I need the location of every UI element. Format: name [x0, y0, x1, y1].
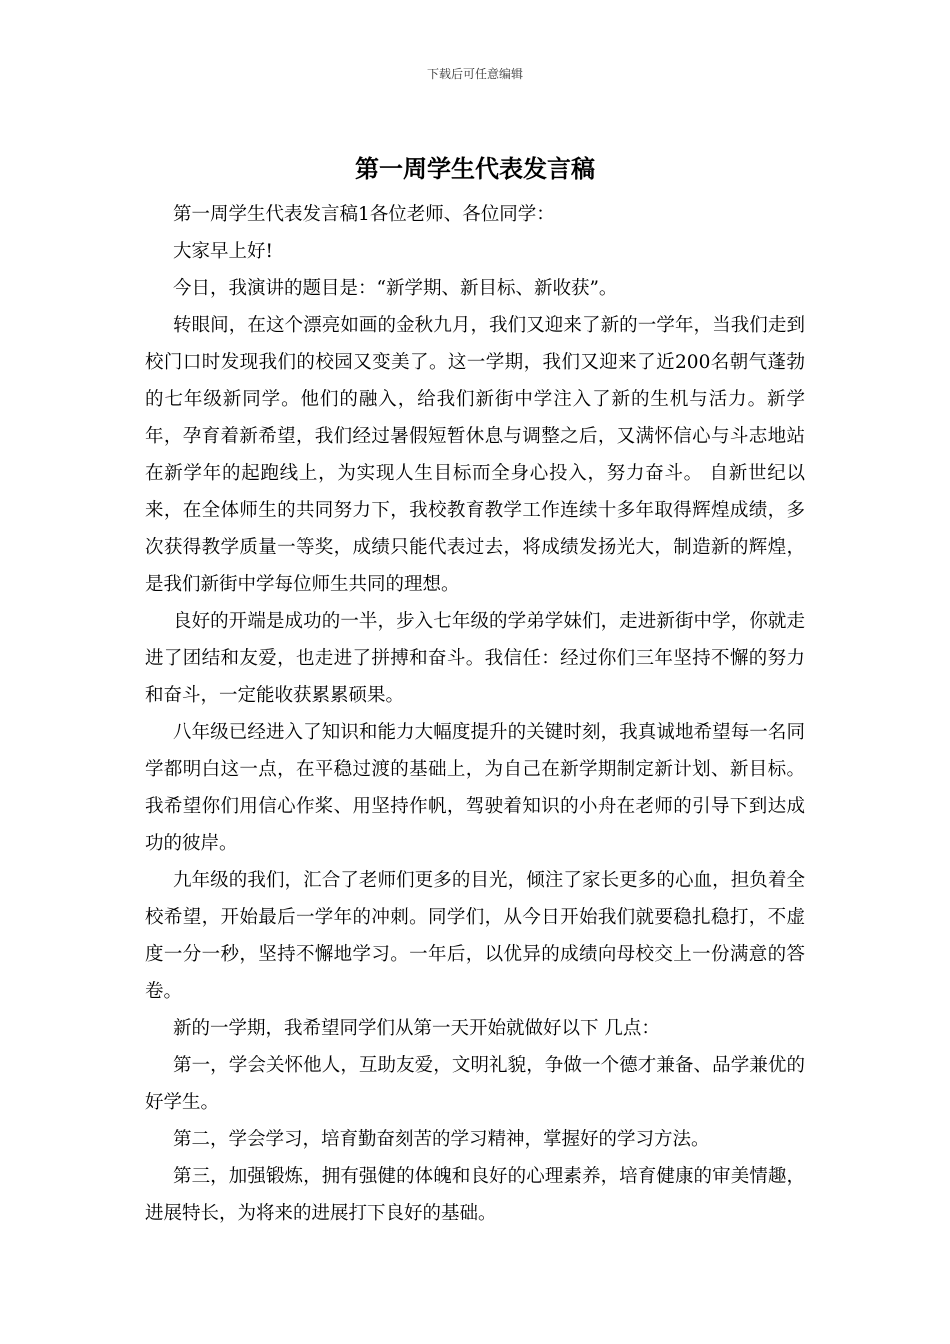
paragraph-6: 八年级已经进入了知识和能力大幅度提升的关键时刻，我真诚地希望每一名同学都明白这一点，在平稳过渡的基础上，为自己在新学期制定新计划、新目标。我希望你们用信心作桨、用坚持作帆，驾驶着知识的小舟在老师的引导下到达成功的彼岸。: [145, 722, 805, 854]
header-note: 下载后可任意编辑: [426, 67, 523, 81]
paragraph-5: 良好的开端是成功的一半，步入七年级的学弟学妹们，走进新街中学，你就走进了团结和友爱，也走进了拼搏和奋斗。我信任：经过你们三年坚持不懈的努力和奋斗，一定能收获累累硕果。: [145, 611, 805, 706]
document-title: 第一周学生代表发言稿: [355, 155, 595, 183]
paragraph-7: 九年级的我们，汇合了老师们更多的目光，倾注了家长更多的心血，担负着全校希望，开始最后一学年的冲刺。同学们，从今日开始我们就要稳扎稳打，不虚度一分一秒，坚持不懈地学习。一年后，以优异的成绩向母校交上一份满意的答卷。: [145, 870, 805, 1002]
paragraph-9: 第一，学会关怀他人，互助友爱，文明礼貌，争做一个德才兼备、品学兼优的好学生。: [145, 1055, 805, 1113]
paragraph-8: 新的一学期，我希望同学们从第一天开始就做好以下 几点：: [173, 1018, 660, 1039]
paragraph-2: 大家早上好!: [173, 241, 273, 262]
paragraph-4: 转眼间，在这个漂亮如画的金秋九月，我们又迎来了新的一学年，当我们走到校门口时发现我们的校园又变美了。这一学期，我们又迎来了近200名朝气蓬勃的七年级新同学。他们的融入，给我们新街中学注入了新的生机与活力。新学年，孕育着新希望，我们经过暑假短暂休息与调整之后，又满怀信心与斗志地站在新学年的起跑线上，为实现人生目标而全身心投入，努力奋斗。 自新世纪以来，在全体师生的共同努力下，我校教育教学工作连续十多年取得辉煌成绩，多次获得教学质量一等奖，成绩只能代表过去，将成绩发扬光大，制造新的辉煌，是我们新街中学每位师生共同的理想。: [145, 315, 805, 595]
paragraph-3: 今日，我演讲的题目是：“新学期、新目标、新收获”。: [173, 278, 618, 299]
paragraph-10: 第二，学会学习，培育勤奋刻苦的学习精神，掌握好的学习方法。: [173, 1129, 710, 1150]
paragraph-11: 第三，加强锻炼，拥有强健的体魄和良好的心理素养，培育健康的审美情趣，进展特长，为将来的进展打下良好的基础。: [145, 1166, 805, 1224]
paragraph-1: 第一周学生代表发言稿1各位老师、各位同学：: [173, 204, 555, 225]
document-body: [145, 196, 805, 1232]
